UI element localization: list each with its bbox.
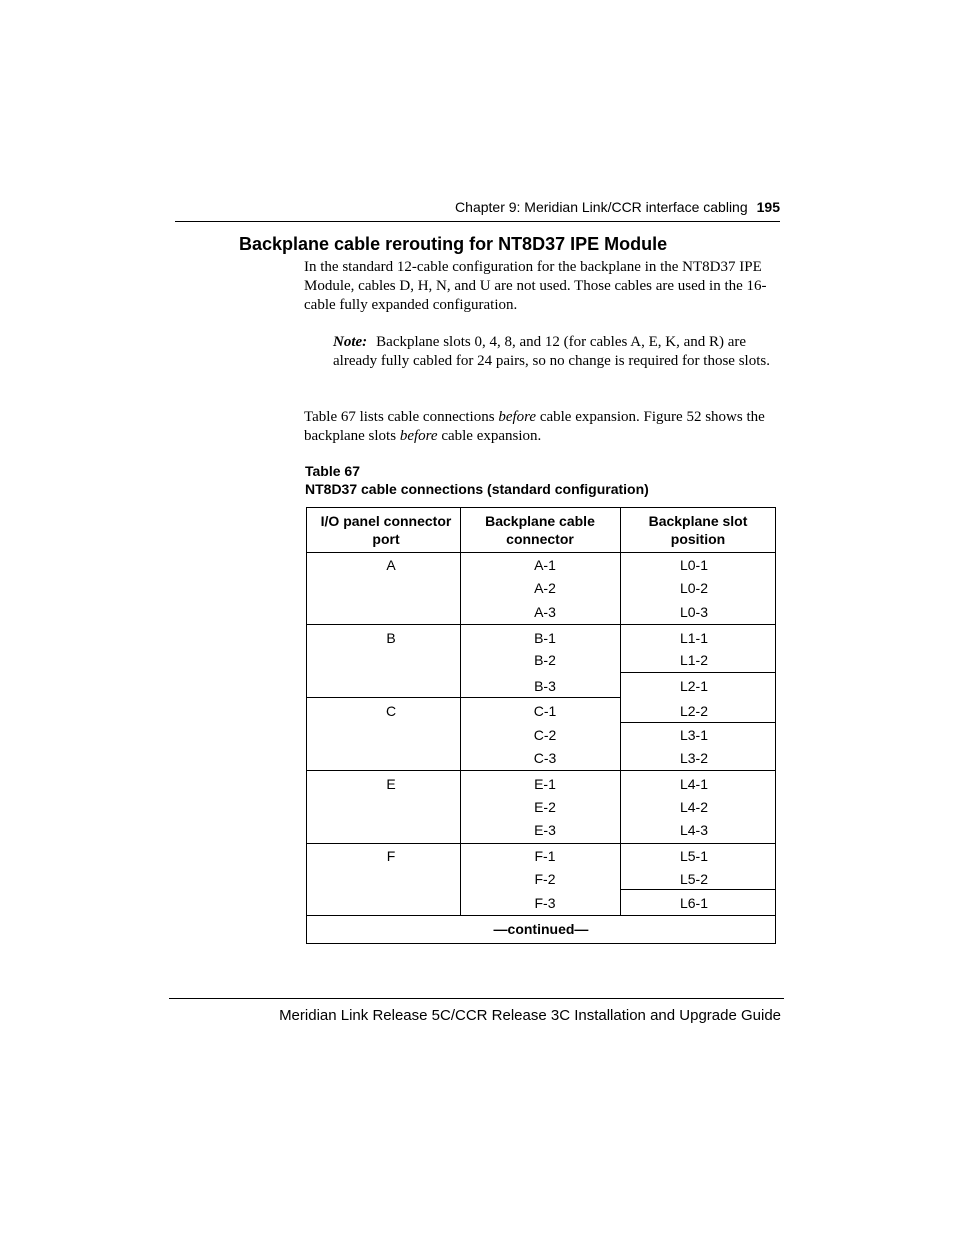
connector-cell: F-3	[534, 895, 556, 911]
slot-cell: L0-1	[679, 557, 709, 573]
port-cell: C	[385, 703, 397, 719]
connector-cell: B-2	[534, 652, 556, 668]
connector-cell: E-3	[534, 822, 556, 838]
table-reference-paragraph	[304, 408, 786, 446]
footer-title: Meridian Link Release 5C/CCR Release 3C Installation and Upgrade Guide	[279, 1007, 781, 1024]
slot-cell: L5-2	[679, 871, 709, 887]
table-caption: NT8D37 cable connections (standard configuration)	[305, 481, 649, 497]
slot-cell: L3-1	[679, 727, 709, 743]
slot-cell: L2-1	[679, 678, 709, 694]
connector-cell: A-3	[534, 604, 556, 620]
para2-emphasis-1: before	[498, 409, 537, 425]
footer-rule	[169, 998, 784, 999]
note-text: Backplane slots 0, 4, 8, and 12 (for cables A, E, K, and R) are already fully cabled for 24 pairs, so no change is required for those slots.	[333, 334, 770, 369]
port-cell: B	[386, 630, 396, 646]
header-slot-position: Backplane slot position	[648, 513, 748, 547]
header-io-port: I/O panel connector port	[320, 513, 452, 547]
intro-paragraph: In the standard 12-cable configuration for the backplane in the NT8D37 IPE Module, cables D, H, N, and U are not used. Those cables are used in the 16-cable fully expanded configuration.	[304, 259, 767, 313]
connector-cell: B-1	[534, 630, 556, 646]
connector-cell: F-2	[534, 871, 556, 887]
port-cell: A	[386, 557, 396, 573]
connector-cell: E-2	[534, 799, 556, 815]
section-title: Backplane cable rerouting for NT8D37 IPE Module	[239, 234, 668, 254]
note-label: Note:	[333, 334, 368, 350]
chapter-title: Chapter 9: Meridian Link/CCR interface cabling	[455, 199, 748, 215]
para2-text-1: Table 67 lists cable connections	[304, 409, 499, 425]
note	[333, 333, 783, 371]
connector-cell: C-3	[533, 750, 557, 766]
slot-cell: L4-1	[679, 776, 709, 792]
connector-cell: C-2	[533, 727, 557, 743]
slot-cell: L2-2	[679, 703, 709, 719]
para2-emphasis-2: before	[399, 428, 438, 444]
connector-cell: A-2	[534, 580, 556, 596]
slot-cell: L5-1	[679, 848, 709, 864]
para2-text-3: cable expansion.	[437, 428, 542, 444]
slot-cell: L0-3	[679, 604, 709, 620]
header-backplane-connector: Backplane cable connector	[485, 513, 595, 547]
connector-cell: F-1	[534, 848, 556, 864]
slot-cell: L4-3	[679, 822, 709, 838]
slot-cell: L1-2	[679, 652, 709, 668]
slot-cell: L4-2	[679, 799, 709, 815]
connector-cell: B-3	[534, 678, 556, 694]
table-continued-label: —continued—	[493, 921, 589, 937]
slot-cell: L3-2	[679, 750, 709, 766]
port-cell: F	[386, 848, 396, 864]
slot-cell: L6-1	[679, 895, 709, 911]
para2-text-2: cable expansion. Figure 52 shows the backplane slots	[304, 409, 765, 444]
table-label: Table 67	[305, 463, 360, 479]
slot-cell: L1-1	[679, 630, 709, 646]
page-number: 195	[756, 199, 780, 215]
connector-cell: A-1	[534, 557, 556, 573]
header-rule	[175, 221, 780, 222]
connector-cell: E-1	[534, 776, 556, 792]
slot-cell: L0-2	[679, 580, 709, 596]
connector-cell: C-1	[533, 703, 557, 719]
running-header	[455, 199, 780, 215]
cable-connections-table	[306, 507, 776, 944]
port-cell: E	[386, 776, 396, 792]
